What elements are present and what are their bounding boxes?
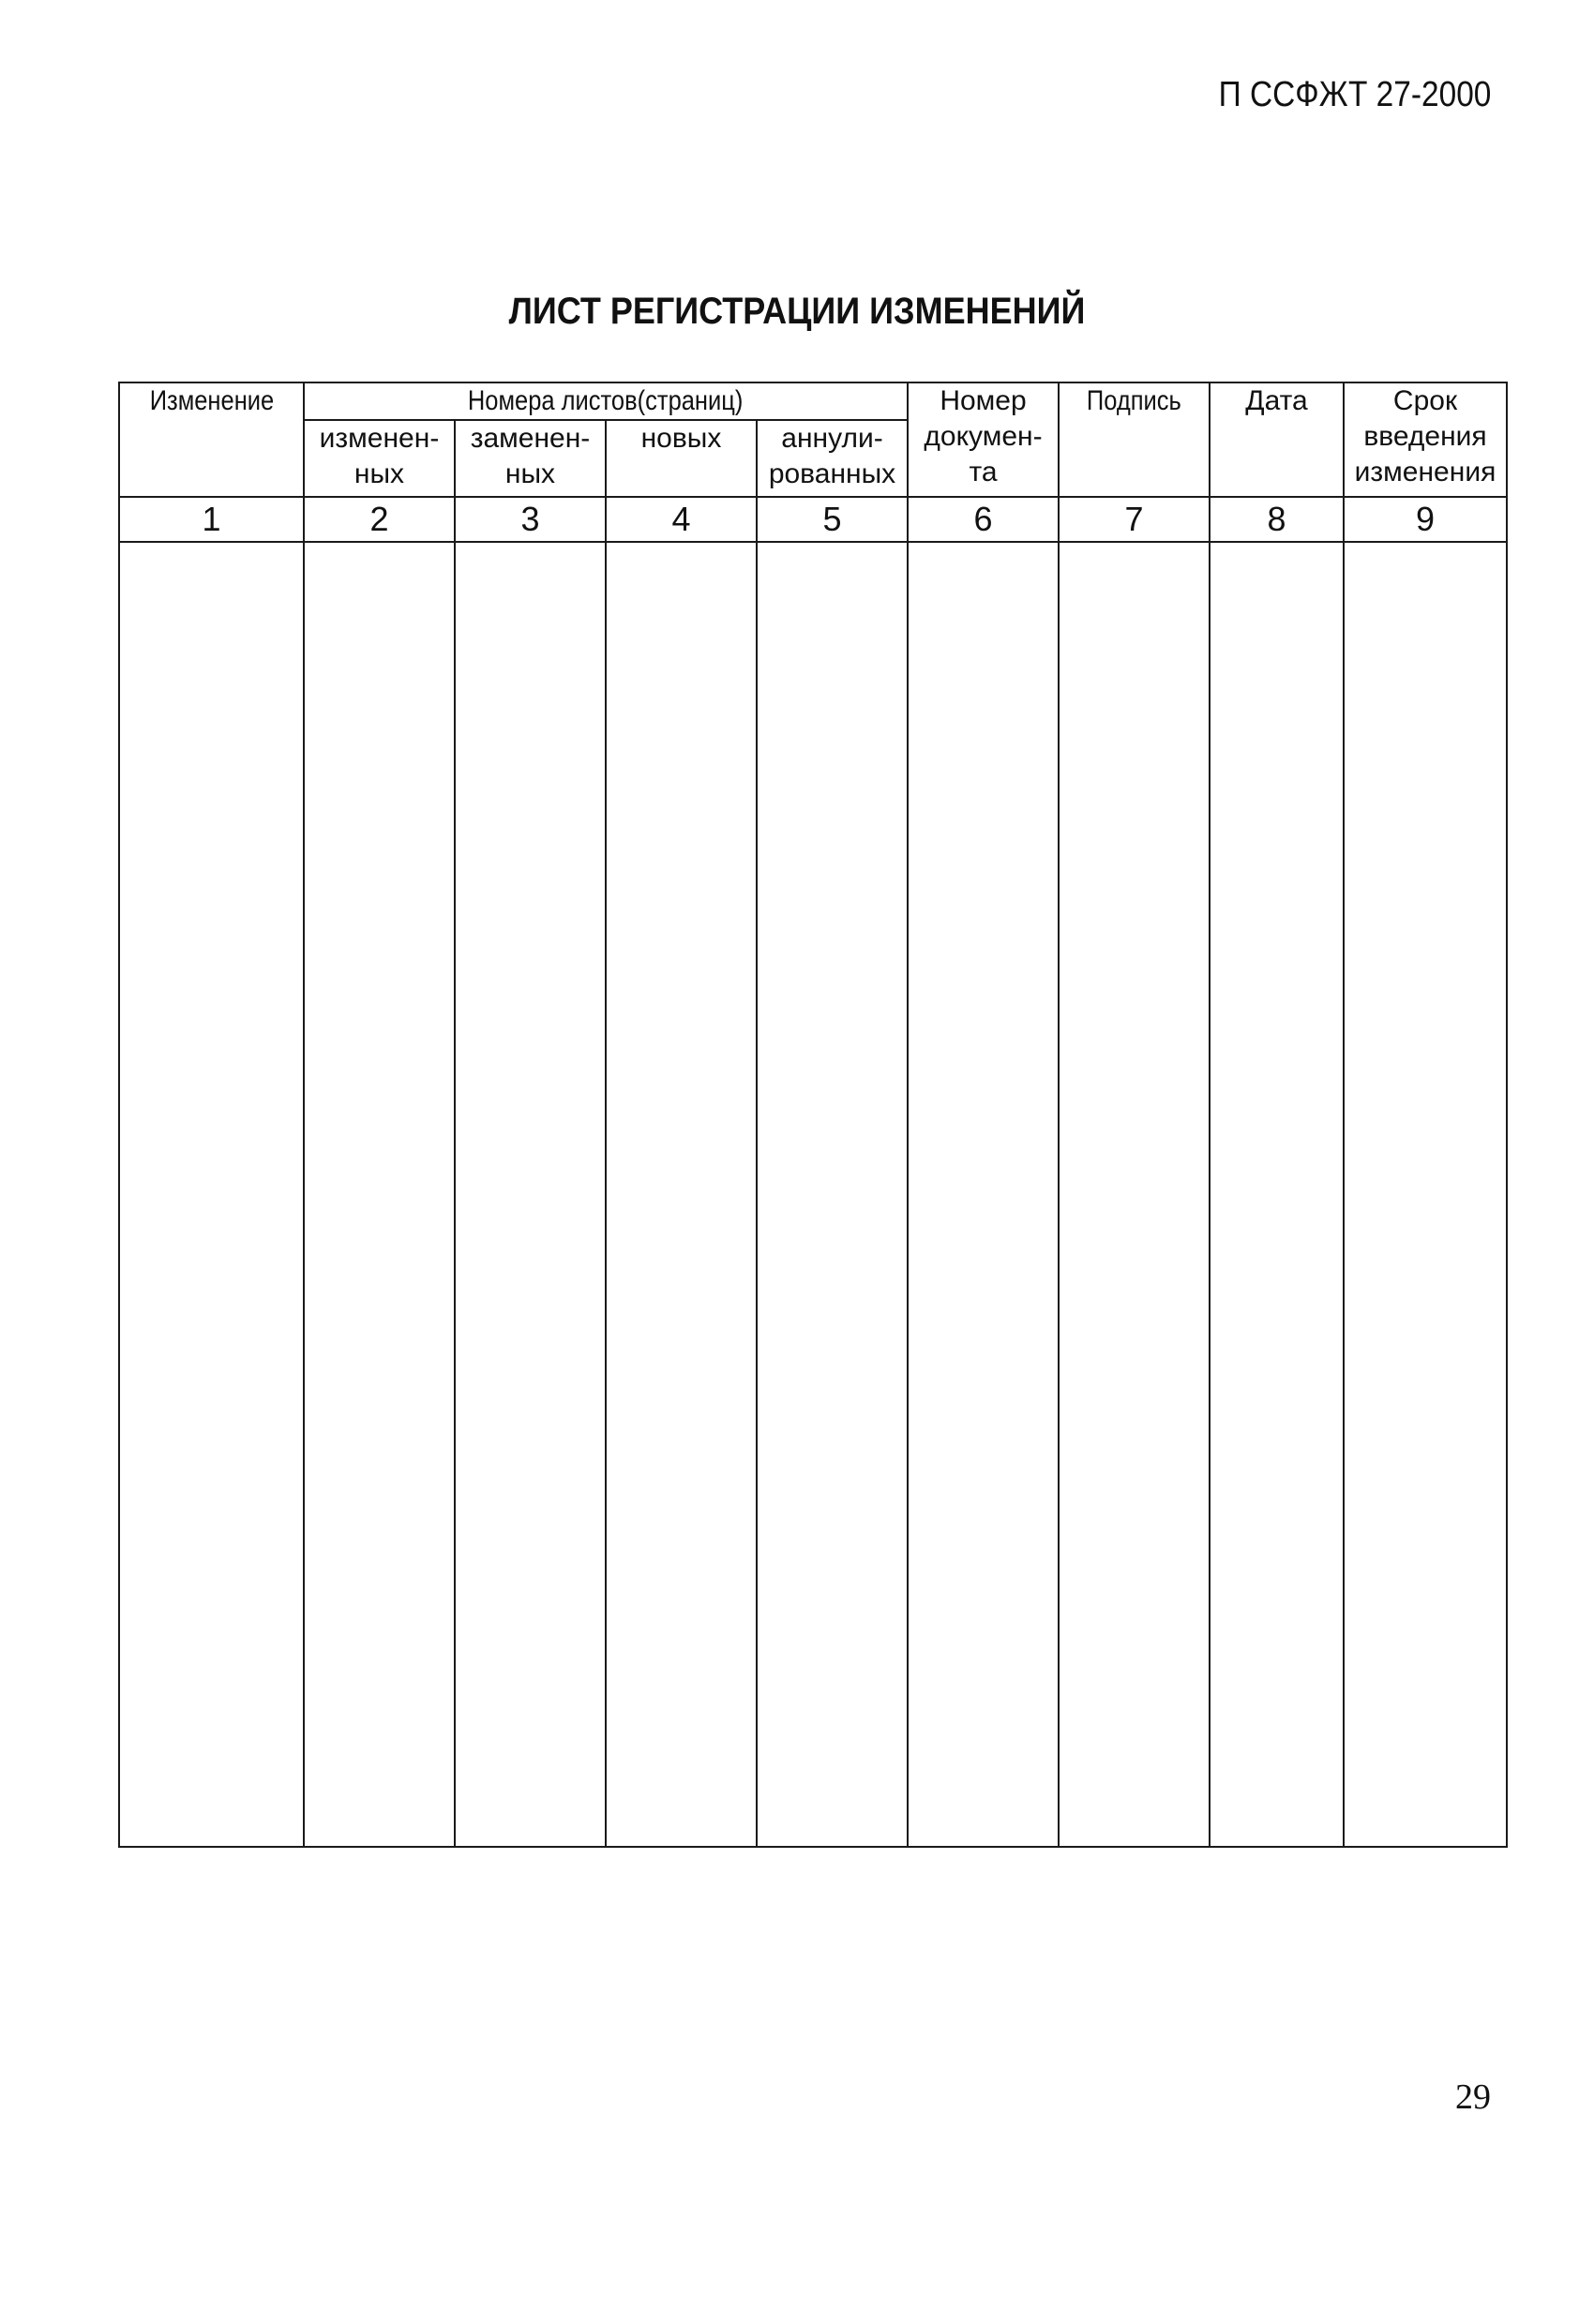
subheader-replaced-line2: ных (504, 458, 556, 489)
header-change (119, 382, 304, 497)
subheader-new (606, 420, 757, 497)
page-number: 29 (1455, 2077, 1491, 2117)
header-doc-number-line3: та (969, 457, 998, 487)
column-number-1: 1 (119, 497, 304, 542)
header-doc-number-line2: докумен- (924, 421, 1043, 452)
column-number-3: 3 (455, 497, 606, 542)
change-registration-table (118, 382, 1508, 1848)
subheader-changed (304, 420, 455, 497)
column-number-9: 9 (1344, 497, 1507, 542)
header-doc-number (908, 382, 1059, 497)
entry-cell-new (606, 542, 757, 1847)
column-number-4: 4 (606, 497, 757, 542)
subheader-cancelled (757, 420, 908, 497)
column-number-8: 8 (1210, 497, 1344, 542)
change-registration-table-wrap (118, 382, 1506, 1848)
column-number-6: 6 (908, 497, 1059, 542)
header-change-label: Изменение (149, 385, 274, 416)
subheader-cancelled-line2: рованных (768, 458, 896, 489)
entry-cell-change (119, 542, 304, 1847)
entry-cell-term (1344, 542, 1507, 1847)
subheader-new-label: новых (640, 423, 722, 454)
entry-cell-signature (1059, 542, 1210, 1847)
entry-cell-doc-number (908, 542, 1059, 1847)
header-doc-number-line1: Номер (940, 385, 1027, 416)
subheader-replaced-line1: заменен- (470, 423, 591, 454)
header-term-line2: введения (1363, 421, 1487, 452)
column-number-row (119, 497, 1507, 542)
header-sheet-numbers (304, 382, 908, 420)
header-signature-label: Подпись (1087, 385, 1181, 416)
entry-cell-date (1210, 542, 1344, 1847)
header-date (1210, 382, 1344, 497)
entry-cell-replaced (455, 542, 606, 1847)
page-title: ЛИСТ РЕГИСТРАЦИИ ИЗМЕНЕНИЙ (508, 291, 1086, 332)
subheader-changed-line1: изменен- (319, 423, 440, 454)
header-row-top (119, 382, 1507, 420)
header-term (1344, 382, 1507, 497)
subheader-cancelled-line1: аннули- (781, 423, 883, 454)
header-term-line3: изменения (1354, 457, 1496, 487)
column-number-5: 5 (757, 497, 908, 542)
entry-cell-changed (304, 542, 455, 1847)
header-term-line1: Срок (1392, 385, 1458, 416)
subheader-changed-line2: ных (353, 458, 405, 489)
subheader-replaced (455, 420, 606, 497)
header-signature (1059, 382, 1210, 497)
empty-entry-row (119, 542, 1507, 1847)
document-code: П ССФЖТ 27-2000 (1218, 75, 1491, 114)
column-number-7: 7 (1059, 497, 1210, 542)
header-sheet-numbers-label: Номера листов(страниц) (468, 385, 744, 416)
entry-cell-cancelled (757, 542, 908, 1847)
column-number-2: 2 (304, 497, 455, 542)
header-date-label: Дата (1245, 385, 1308, 416)
